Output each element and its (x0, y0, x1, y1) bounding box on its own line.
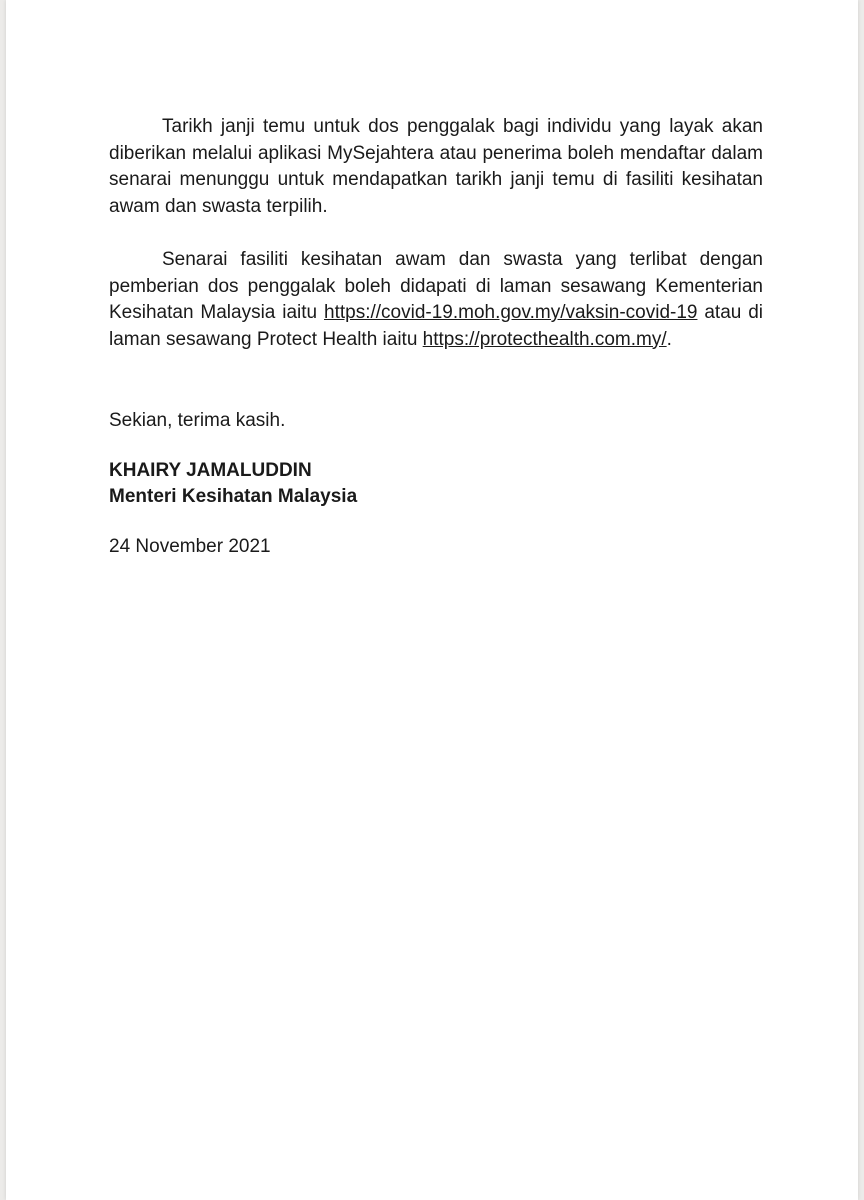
paragraph-facility-list (109, 247, 763, 353)
moh-vaccine-link[interactable]: https://covid-19.moh.gov.my/vaksin-covid-19 (324, 302, 698, 323)
signatory-title: Menteri Kesihatan Malaysia (109, 486, 358, 507)
paragraph-text-middle: atau di laman sesawang Protect Health iaitu (109, 302, 764, 350)
signature-block (109, 458, 763, 511)
document-page (6, 0, 858, 1200)
protecthealth-link[interactable]: https://protecthealth.com.my/ (422, 328, 667, 350)
paragraph-text-after: . (666, 328, 672, 350)
paragraph-text-before: Senarai fasiliti kesihatan awam dan swasta yang terlibat dengan pemberian dos penggalak boleh didapati di laman sesawang Kementerian Kesihatan Malaysia iaitu (109, 249, 763, 323)
document-body (109, 114, 763, 560)
signatory-name: KHAIRY JAMALUDDIN (109, 459, 312, 481)
document-date: 24 November 2021 (109, 535, 271, 557)
paragraph-booster-appointment: Tarikh janji temu untuk dos penggalak bagi individu yang layak akan diberikan melalui aplikasi MySejahtera atau penerima boleh mendaftar dalam senarai menunggu untuk mendapatkan tarikh janji temu di fasiliti kesihatan awam dan swasta terpilih. (109, 116, 763, 217)
closing-remark: Sekian, terima kasih. (109, 410, 286, 431)
